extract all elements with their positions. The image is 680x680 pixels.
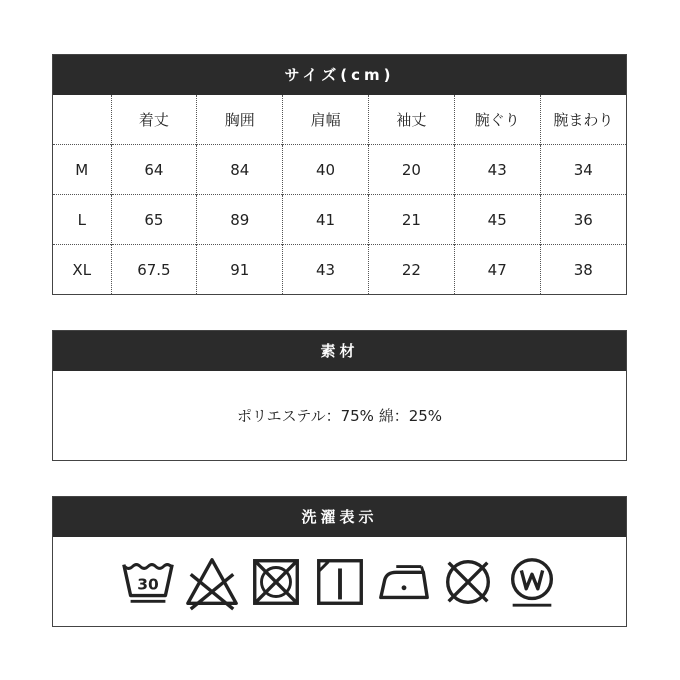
no-tumble-dry-icon	[247, 553, 305, 611]
wet-clean-icon	[503, 553, 561, 611]
table-row	[53, 195, 626, 245]
size-label: L	[53, 195, 111, 245]
wash-temperature: 30	[136, 575, 159, 594]
care-section	[52, 496, 627, 627]
material-section	[52, 330, 627, 461]
table-header-row	[53, 95, 626, 145]
table-cell: 41	[283, 195, 369, 245]
size-chart	[52, 54, 627, 295]
table-cell: 67.5	[111, 245, 197, 295]
table-cell: 34	[540, 145, 626, 195]
column-header: 肩幅	[283, 95, 369, 145]
column-header: 袖丈	[368, 95, 454, 145]
no-bleach-icon	[183, 553, 241, 611]
care-icons	[53, 537, 626, 626]
no-dry-clean-icon	[439, 553, 497, 611]
table-cell: 20	[368, 145, 454, 195]
column-header: 着丈	[111, 95, 197, 145]
size-label: M	[53, 145, 111, 195]
table-row	[53, 245, 626, 295]
table-cell: 43	[283, 245, 369, 295]
table-cell: 38	[540, 245, 626, 295]
table-cell: 22	[368, 245, 454, 295]
table-cell: 84	[197, 145, 283, 195]
size-table	[53, 95, 626, 294]
table-cell: 40	[283, 145, 369, 195]
table-cell: 91	[197, 245, 283, 295]
table-row	[53, 145, 626, 195]
column-header	[53, 95, 111, 145]
wash-tub-30-icon	[119, 553, 177, 611]
material-text: ポリエステル：75% 綿：25%	[236, 407, 443, 425]
iron-low-icon	[375, 553, 433, 611]
table-cell: 45	[454, 195, 540, 245]
column-header: 腕ぐり	[454, 95, 540, 145]
column-header: 腕まわり	[540, 95, 626, 145]
drip-dry-icon	[311, 553, 369, 611]
size-label: XL	[53, 245, 111, 295]
table-cell: 89	[197, 195, 283, 245]
material-title: 素材	[53, 331, 626, 371]
table-cell: 36	[540, 195, 626, 245]
size-chart-title: サイズ(cm)	[53, 55, 626, 95]
table-cell: 43	[454, 145, 540, 195]
care-title: 洗濯表示	[53, 497, 626, 537]
table-cell: 21	[368, 195, 454, 245]
column-header: 胸囲	[197, 95, 283, 145]
table-cell: 64	[111, 145, 197, 195]
table-cell: 65	[111, 195, 197, 245]
table-cell: 47	[454, 245, 540, 295]
